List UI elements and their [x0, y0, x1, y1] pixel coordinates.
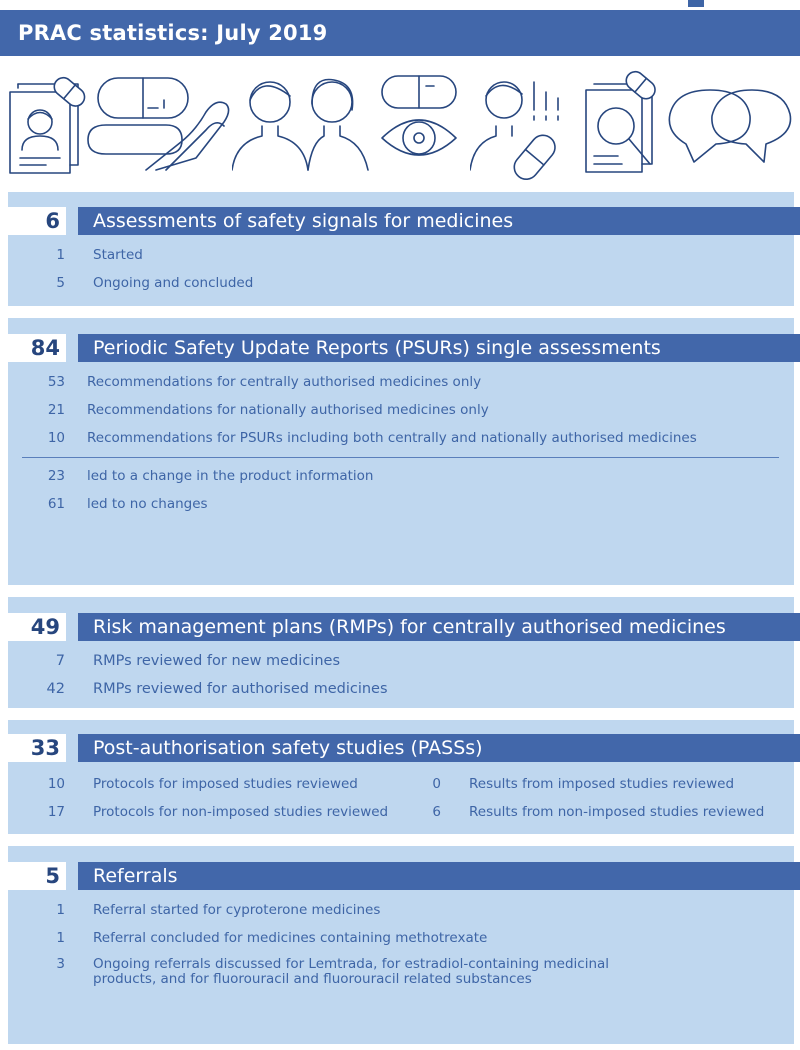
list-item: 0 Results from imposed studies reviewed — [432, 776, 735, 792]
rmps-total: 49 — [0, 613, 66, 641]
list-item: 53 Recommendations for centrally authorised medicines only — [47, 374, 482, 390]
document-magnifier-icon — [582, 68, 662, 180]
list-item: 5 Ongoing and concluded — [56, 275, 254, 291]
list-item: 23 led to a change in the product information — [47, 468, 374, 484]
page-title: PRAC statistics: July 2019 — [0, 10, 800, 56]
list-item: 6 Results from non-imposed studies reviewed — [432, 804, 765, 820]
list-item: 7 RMPs reviewed for new medicines — [55, 653, 340, 669]
signals-title: Assessments of safety signals for medicines — [78, 207, 800, 235]
list-item: 21 Recommendations for nationally authorised medicines only — [47, 402, 489, 418]
list-item: 61 led to no changes — [47, 496, 208, 512]
divider — [22, 457, 779, 458]
psurs-total: 84 — [0, 334, 66, 362]
list-item: 1 Started — [56, 247, 143, 263]
pass-title: Post-authorisation safety studies (PASSs) — [78, 734, 800, 762]
patient-document-icon — [6, 70, 86, 179]
list-item: 10 Recommendations for PSURs including both centrally and nationally authorised medicines — [47, 430, 697, 446]
signals-total: 6 — [0, 207, 66, 235]
list-item: 42 RMPs reviewed for authorised medicines — [46, 681, 388, 697]
list-item: 1 Referral concluded for medicines containing methotrexate — [56, 930, 488, 946]
icon-strip — [0, 62, 800, 180]
medication-hand-icon — [86, 70, 236, 184]
corner-tab — [688, 0, 704, 7]
rmps-header — [0, 613, 800, 641]
psurs-header — [0, 334, 800, 362]
eye-pill-icon — [378, 72, 460, 171]
two-people-icon — [232, 70, 372, 184]
referrals-total: 5 — [0, 862, 66, 890]
list-item: 10 Protocols for imposed studies reviewed — [47, 776, 358, 792]
referrals-title: Referrals — [78, 862, 800, 890]
pass-total: 33 — [0, 734, 66, 762]
rmps-title: Risk management plans (RMPs) for centrally authorised medicines — [78, 613, 800, 641]
psurs-title: Periodic Safety Update Reports (PSURs) single assessments — [78, 334, 800, 362]
signals-header — [0, 207, 800, 235]
referrals-header — [0, 862, 800, 890]
speech-bubbles-icon — [666, 82, 796, 176]
person-alert-pill-icon — [470, 72, 570, 186]
list-item: 17 Protocols for non-imposed studies reviewed — [47, 804, 389, 820]
list-item: 1 Referral started for cyproterone medicines — [56, 902, 381, 918]
pass-header — [0, 734, 800, 762]
list-item: 3 Ongoing referrals discussed for Lemtrada, for estradiol-containing medicinal products, and for fluorouracil and fluorouracil related substances — [56, 956, 610, 987]
